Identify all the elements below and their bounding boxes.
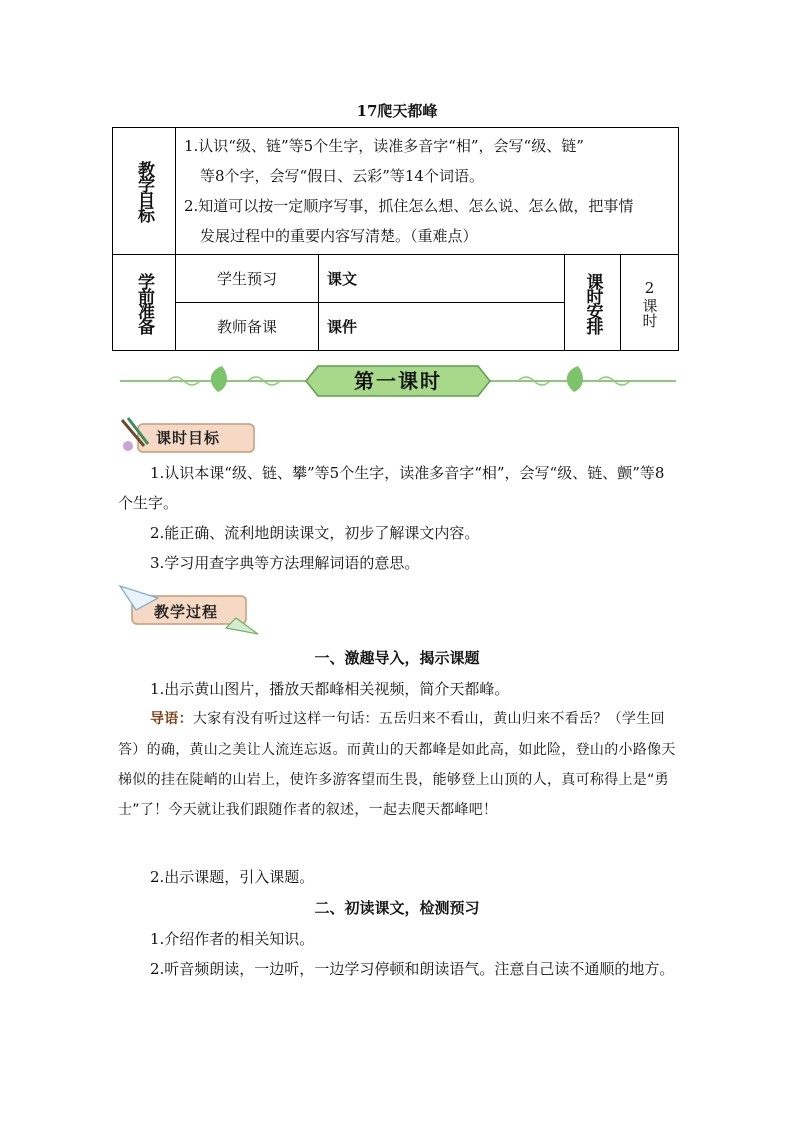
schedule-value-cell (621, 255, 679, 351)
objectives-badge (118, 416, 258, 456)
teacher-prep-value: 课件 (319, 303, 565, 351)
schedule-num: 2 (644, 278, 655, 297)
goal-2-line-a: 2.知道可以按一定顺序写事，抓住怎么想、怎么说、怎么做，把事情 (184, 197, 634, 215)
section-2-step-2: 2.听音频朗读，一边听，一边学习停顿和朗读语气。注意自己读不通顺的地方。 (150, 960, 675, 978)
goal-1-line-a: 1.认识“级、链”等5个生字，读准多音字“相”，会写“级、链” (184, 137, 584, 155)
section-1-step-1: 1.出示黄山图片，播放天都峰相关视频，简介天都峰。 (150, 680, 510, 698)
goals-cell (176, 128, 679, 255)
objectives-badge-label: 课时目标 (156, 429, 221, 447)
process-badge (118, 584, 263, 636)
lesson-plan-table (112, 127, 679, 351)
schedule-label-cell (565, 255, 621, 351)
banner-title: 第一课时 (354, 369, 442, 393)
schedule-unit: 课时 (640, 297, 659, 328)
lead-in-paragraph (118, 704, 678, 825)
goals-row (113, 128, 679, 255)
page-title: 17爬天都峰 (356, 102, 438, 120)
lead-in-label: 导语： (150, 712, 193, 727)
objective-2: 2.能正确、流利地朗读课文，初步了解课文内容。 (150, 524, 480, 542)
section-2-step-1: 1.介绍作者的相关知识。 (150, 930, 315, 948)
objective-3: 3.学习用查字典等方法理解词语的意思。 (150, 554, 420, 572)
objective-1: 1.认识本课“级、链、攀”等5个生字，读准多音字“相”，会写“级、链、颤”等8个生字。 (118, 464, 665, 512)
section-1-heading: 一、激趣导入，揭示课题 (314, 649, 480, 667)
prep-label: 学前准备 (134, 272, 154, 333)
lead-in-text: 大家有没有听过这样一句话：五岳归来不看山，黄山归来不看岳？（学生回答）的确，黄山之美让人流连忘返。而黄山的天都峰是如此高，如此险，登山的小路像天梯似的挂在陡峭的山岩上，使许多游客望而生畏，能够登上山顶的人，真可称得上是“勇士”了！今天就让我们跟随作者的叙述，一起去爬天都峰吧！ (118, 711, 676, 818)
schedule-label: 课时安排 (582, 272, 603, 333)
goals-label-cell (113, 128, 176, 255)
goals-label: 教学目标 (134, 161, 154, 221)
goal-2-line-b: 发展过程中的重要内容写清楚。（重难点） (200, 227, 478, 245)
prep-row-student (113, 255, 679, 303)
student-prep-label: 学生预习 (176, 255, 319, 303)
section-2-heading: 二、初读课文，检测预习 (314, 899, 480, 917)
teacher-prep-label: 教师备课 (176, 303, 319, 351)
prep-label-cell (113, 255, 176, 351)
student-prep-value: 课文 (319, 255, 565, 303)
lesson-banner (118, 362, 678, 400)
section-1-step-2: 2.出示课题，引入课题。 (150, 868, 315, 886)
goal-1-line-b: 等8个字，会写“假日、云彩”等14个词语。 (200, 167, 484, 185)
process-badge-label: 教学过程 (154, 603, 219, 621)
